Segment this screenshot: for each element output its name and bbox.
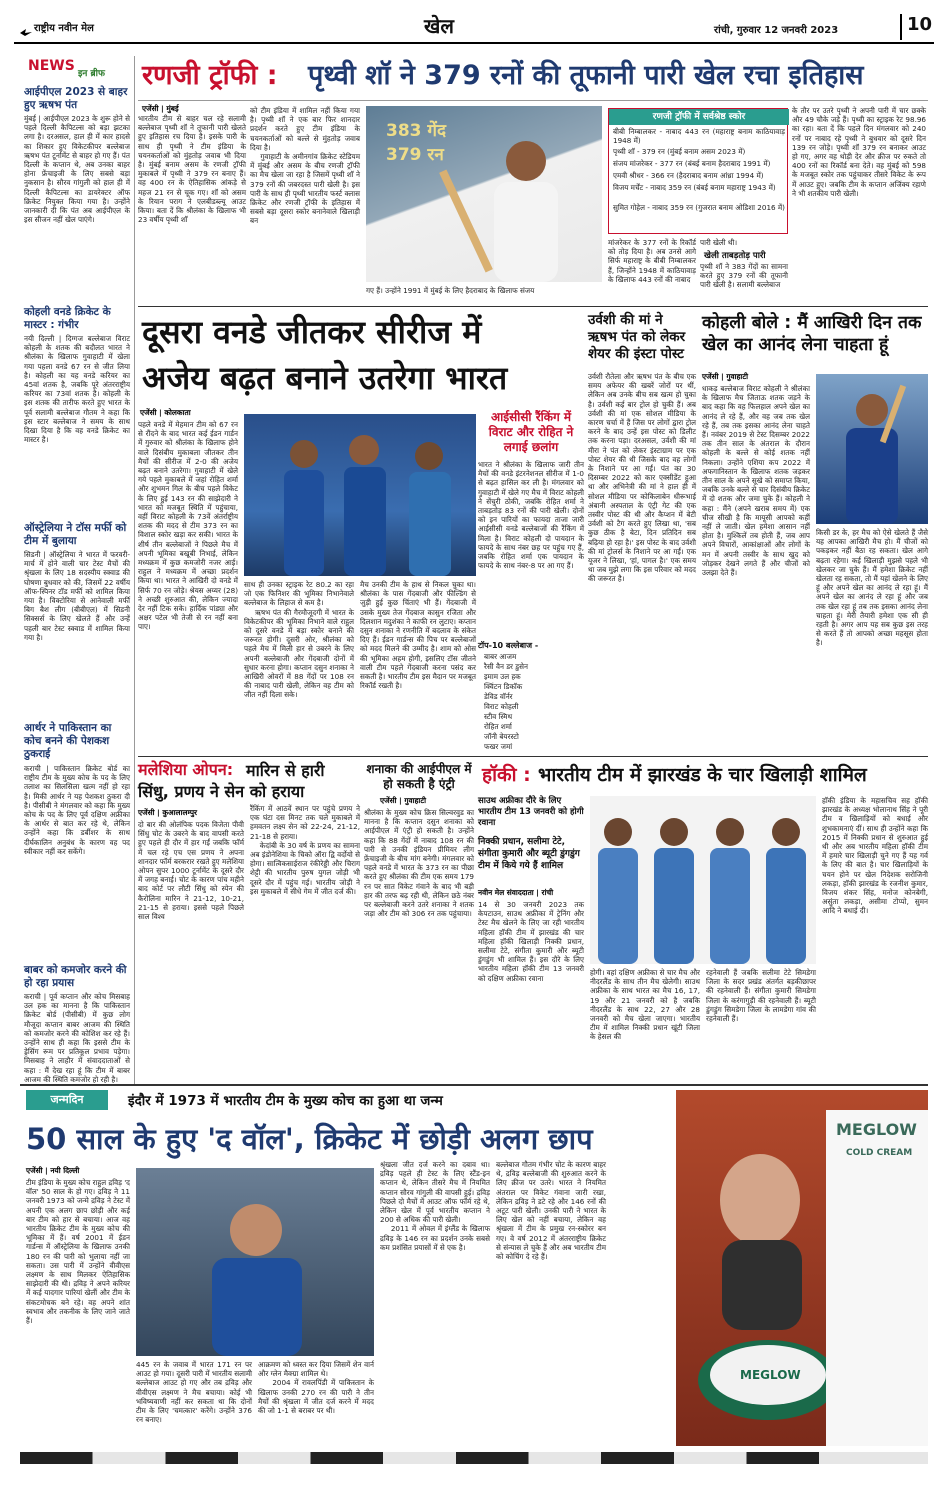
ad-product: COLD CREAM — [846, 1148, 913, 1158]
rahul-dravid-photo — [136, 1168, 374, 1356]
story-headline: शनाका की आईपीएल में हो सकती है एंट्री — [366, 762, 472, 791]
story-column: मांजरेकर के 377 रनों के रिकॉर्ड को तोड़ दिया है। अब उनसे आगे सिर्फ महाराष्ट्र के बीबी निम्बालकर हैं, जिन्होंने 1948 में काठियावाड़ के खिलाफ 443 रनों की नाबाद — [608, 238, 699, 284]
list-title: टॉप-10 बल्लेबाज - — [478, 641, 539, 650]
photo-stat-runs: 379 रन — [386, 145, 444, 165]
photo-stat-balls: 383 गेंद — [386, 121, 447, 141]
birthday-tag: जन्मदिन — [26, 1090, 108, 1110]
story-kicker-line: इंदौर में 1973 में भारतीय टीम के मुख्य कोच का हुआ था जन्म — [128, 1093, 443, 1109]
news-sublabel: इन ब्रीफ — [78, 69, 105, 79]
story-column: श्रृंखला जीत दर्ज करने का दबाव था। द्रविड़ पहले ही टेस्ट के लिए स्टैंड-इन कप्तान थे, लेकिन तीसरे मैच में नियमित कप्तान सौरव गांगुली की वापसी हुई। द्रविड़ पिछले दो मैचों में आउट ऑफ फॉर्म रहे थे, लेकिन खेल में पूर्व भारतीय कप्तान ने 200 से अधिक की पारी खेली। 2011 में ओवल में इंग्लैंड के खिलाफ द्रविड़ के 146 रन का प्रदर्शन उनके सबसे कम प्रशंसित प्रयासों में से एक है। — [380, 1160, 491, 1252]
story-headline: अजेय बढ़त बनाने उतरेगा भारत — [142, 359, 508, 397]
story-column: दो बार की ओलंपिक पदक विजेता पीवी सिंधु चोट के उबरने के बाद वापसी करते हुए पहले ही दौर में हार गईं जबकि फॉर्म में चल रहे एच एस प्रणय ने अपना शानदार फॉर्म बरकरार रखते हुए मलेशिया ओपन सुपर 1000 टूर्नामेंट के दूसरे दौर में जगह बनाई। चोट के कारण पांच महीने बाद कोर्ट पर लौटी सिंधु को स्पेन की कैरोलिना मारिन ने 21-12, 10-21, 21-15 से हराया। इससे पहले पिछले साल विश्व — [138, 820, 247, 922]
kohli-story — [702, 312, 931, 752]
story-column: बल्लेबाज गौतम गंभीर चोट के कारण बाहर थे, द्रविड़ बल्लेबाजी की शुरुआत करने के लिए क्रीज पर उतरे। भारत ने नियमित अंतराल पर विकेट गंवाना जारी रखा, लेकिन द्रविड़ ने डटे रहे और 146 रनों की अटूट पारी खेली। उनकी पारी ने भारत के लिए खेल को नहीं बचाया, लेकिन वह श्रृंखला में टीम के प्रमुख रन-स्कोरर बन गए। वे वर्ष 2012 में अंतरराष्ट्रीय क्रिकेट से संन्यास ले चुके हैं और अब भारतीय टीम को कोचिंग दे रहे हैं। — [496, 1160, 609, 1262]
meglow-cream-ad — [676, 1090, 928, 1446]
subheading: खेली ताबड़तोड़ पारी — [704, 251, 766, 261]
brief-title: आर्थर ने पाकिस्तान का कोच बनने की पेशकश ठुकराई — [24, 722, 112, 760]
prithvi-shaw-photo — [366, 106, 602, 282]
story-column: 14 से 30 जनवरी 2023 तक केपटाउन, साउथ अफ्रीका में ट्रेनिंग और टेस्ट मैच खेलने के लिए जा रही भारतीय महिला हॉकी टीम में झारखंड की चार महिला हॉकी खिलाड़ी निक्की प्रधान, सलीमा टेटे, संगीता कुमारी और ब्यूटी डुंगडुंग भी शामिल हैं। इस दौरे के लिए भारतीय महिला हॉकी टीम 13 जनवरी को दक्षिण अफ्रीका रवाना — [478, 900, 587, 983]
story-column: को टीम इंडिया में शामिल नहीं किया गया है। पृथ्वी शॉ ने एक बार फिर शानदार प्रदर्शन करते हुए टीम इंडिया के चयनकर्ताओं को बल्ले से मुंहतोड़ जवाब दिया है। गुवाहाटी के अमीनगांव क्रिकेट स्टेडियम में मुंबई और असम के बीच रणजी ट्रॉफी का मैच खेला जा रहा है जिसमें पृथ्वी शॉ ने 379 रनों की जबरदस्त पारी खेली है। इस पारी के साथ ही पृथ्वी भारतीय फर्स्ट क्लास क्रिकेट और रणजी ट्रॉफी के इतिहास में सबसे बड़ा दूसरा स्कोर बनानेवाले खिलाड़ी बन — [250, 106, 360, 226]
dravid-story — [20, 1090, 670, 1446]
story-column: के तौर पर उतरे पृथ्वी ने अपनी पारी में चार छक्के और 49 चौके जड़े हैं। पृथ्वी का स्ट्राइक रेट 98.96 का रहा। बता दें कि पहले दिन मंगलवार को 240 रनों पर नाबाद रहे पृथ्वी ने बुधवार को दूसरे दिन 139 रन जोड़े। पृथ्वी शॉ 379 रन बनाकर आउट हो गए, अगर वह थोड़ी देर और क्रीज पर रुकते तो 400 रनों का रिकॉर्ड बना देते। वह मुंबई को 598 के मजबूत स्कोर तक पहुंचाकर तीसरे विकेट के रूप में आउट हुए। जबकि टीम के कप्तान अजिंक्य रहाणे ने भी शतकीय पारी खेली। — [792, 106, 929, 198]
list-item: क्विंटन डिकॉक — [484, 682, 523, 691]
story-headline: उर्वशी की मां ने ऋषभ पंत को लेकर शेयर की इंस्टा पोस्ट — [588, 312, 686, 362]
box-list-item: विजय मर्चेंट - नाबाद 359 रन (बंबई बनाम महाराष्ट्र 1943 में) — [613, 183, 776, 192]
byline: नवीन मेल संवाददाता | रांची — [478, 888, 554, 897]
top-ten-list — [478, 652, 584, 752]
byline: एजेंसी | गुवाहाटी — [380, 796, 426, 805]
section-rule — [138, 306, 928, 307]
list-item: डेविड वॉर्नर — [484, 692, 513, 701]
story-column: किसी डर के, हर मैच को ऐसे खेलते हैं जैसे यह आपका आखिरी मैच हो। मैं चीजों को पकड़कर नहीं बैठा रह सकता। खेल आगे बढ़ता रहेगा। कई खिलाड़ी मुझसे पहले भी खेलकर जा चुके हैं। मैं हमेशा क्रिकेट नहीं खेलता रह सकता, तो मैं यहां खेलने के लिए हूं और अपने खेल का आनंद ले रहा हूं। मैं अपने खेल का आनंद ले रहा हूं और जब तक खेल रहा हूं तब तक इसका आनंद लेना चाहता हूं। मेरी तैयारी हमेशा एक सी ही रहती है। अगर आप यह सब कुछ इस तरह से करते हैं तो आपको अच्छा महसूस होता है। — [816, 528, 931, 648]
story-kicker: रणजी ट्रॉफी : — [142, 60, 278, 91]
brief-body: मुंबई | आईपीएल 2023 के शुरू होने से पहले दिल्ली कैपिटल्स को बड़ा झटका लगा है। दरअसल, हाल ही में कार हादसे का शिकार हुए विकेटकीपर बल्लेबाज ऋषभ पंत टूर्नामेंट से बाहर हो गए हैं। पंत दिल्ली के कप्तान थे, अब उनका बाहर होना फ्रेंचाइजी के लिए सबसे बड़ा नुकसान है। सौरव गांगुली को हाल ही में दिल्ली कैपिटल्स का डायरेक्टर ऑफ क्रिकेट नियुक्त किया गया है। उन्होंने जानकारी दी कि पंत अब आईपीएल के इस सीजन नहीं खेल पाएंगे। — [24, 114, 133, 225]
story-column: पहले वनडे में मेहमान टीम को 67 रन से रौंदने के बाद भारत कई ईडन गार्डन में गुरुवार को श्रीलंका के खिलाफ होने वाले दिसंबीय मुकाबला जीतकर तीन मैचों की सीरीज में 2-0 की अजेय बढ़त बनाने उतरेगा। गुवाहाटी में खेले गये पहले मुकाबले में जहां रोहित शर्मा और शुभमन गिल के बीच पहले विकेट के लिए हुई 143 रन की साझेदारी ने भारत को मजबूत स्थिति में पहुंचाया, वहीं विराट कोहली के 73वें अंतर्राष्ट्रीय शतक की मदद से टीम 373 रन का विशाल स्कोर खड़ा कर सकी। भारत के शीर्ष तीन बल्लेबाजों ने पिछले मैच में अपनी भूमिका बखूबी निभाई, लेकिन मध्यक्रम में कुछ कमजोरी नजर आई। राहुल ने मध्यक्रम में अच्छा प्रदर्शन किया था। भारत ने आखिरी दो वनडे में सिर्फ 70 रन जोड़े। श्रेयस अय्यर (28) ने अच्छी शुरुआत की, लेकिन ज्यादा देर नहीं टिक सके। हार्दिक पांड्या और अक्षर पटेल भी तेजी से रन नहीं बना पाए। — [138, 420, 241, 632]
brief-body: कराची | पूर्व कप्तान और कोच मिसबाह उल हक का मानना है कि पाकिस्तान क्रिकेट बोर्ड (पीसीबी) में कुछ लोग मौजूदा कप्तान बाबर आजम की स्थिति को कमजोर करने की कोशिश कर रहे हैं। उन्होंने साथ ही कहा कि इससे टीम के ड्रेसिंग रूम पर प्रतिकूल प्रभाव पड़ेगा। मिसबाह ने लाहौर में संवाददाताओं से कहा : मैं देख रहा हूं कि टीम में बाबर आजम की स्थिति कमजोर हो रही है। — [24, 992, 133, 1084]
story-column: धाकड़ बल्लेबाज विराट कोहली ने श्रीलंका के खिलाफ मैच जिताऊ शतक जड़ने के बाद कहा कि वह फिलहाल अपने खेल का आनंद ले रहे हैं, और वह जब तक खेल रहे हैं, तब तक इसका आनंद लेना चाहते हैं। नवंबर 2019 से टेस्ट दिसम्बर 2022 तक तीन साल के अंतराल के दौरान कोहली के बल्ले से कोई शतक नहीं निकला। उन्होंने एशिया कप 2022 में अफगानिस्तान के खिलाफ शतक जड़कर तीन साल के अपने सूखे को समाप्त किया, जबकि उनके बल्ले से चार दिसंबीय क्रिकेट में दो शतक और जमा चुके हैं। कोहली ने कहा : मैंने (अपने खराब समय में) एक चीज सीखी है कि मायूसी आपको कहीं नहीं ले जाती। खेल हमेशा आसान नहीं होता है। मुश्किलें तब होती हैं, जब आप अपने विचारों, आकांक्षाओं और लोगों के मन में अपनी तस्वीर के साथ खुद को जोड़कर देखने लगते हैं और चीजों को उलझा देते हैं। — [702, 384, 813, 578]
story-kicker: मलेशिया ओपन: — [138, 760, 234, 779]
issue-date: रांची, गुरुवार 12 जनवरी 2023 — [714, 25, 839, 36]
list-item: रैसी वैन डर डुसेन — [484, 662, 528, 671]
story-column: होगी। वहां दक्षिण अफ्रीका से चार मैच और नीदरलैंड के साथ तीन मैच खेलेगी। साउथ अफ्रीका के साथ भारत का मैच 16, 17, 19 और 21 जनवरी को है जबकि नीदरलैंड के साथ 22, 27 और 28 जनवरी को मैच खेला जाएगा। भारतीय टीम में शामिल निक्की प्रधान खूंटी जिला के हेसल की — [590, 968, 703, 1042]
section-rule — [20, 1084, 928, 1086]
story-kicker: हॉकी : — [482, 764, 531, 786]
jar-label: MEGLOW — [740, 1368, 801, 1382]
brief-body: कराची | पाकिस्तान क्रिकेट बोर्ड का राष्ट्रीय टीम के मुख्य कोच के पद के लिए तलाश का सिलसिला खत्म नहीं हो रहा है। मिकी आर्थर ने यह पेशकश ठुकरा दी है। पीसीबी ने मंगलवार को कहा कि मुख्य कोच के पद के लिए पूर्व दक्षिण अफ्रीका के आर्थर से बात कर रहे थे, लेकिन उन्होंने कहा कि डर्बीशर के साथ दीर्घकालिन अनुबंध के कारण वह पद स्वीकार नहीं कर सकेंगे। — [24, 764, 133, 856]
story-deck: निक्की प्रधान, सलीमा टेटे, संगीता कुमारी और ब्यूटी डुंगडुंग टीम में किये गये हैं शामिल — [478, 837, 580, 871]
byline: एजेंसी | मुंबई — [142, 104, 179, 113]
story-column: आक्रमण को ध्वस्त कर दिया जिसमें शेन वार्न और ग्लेन मैक्ग्रा शामिल थे। 2004 में रावलपिंडी में पाकिस्तान के खिलाफ उनकी 270 रन की पारी ने तीन मैचों की श्रृंखला में जीत दर्ज करने में मदद की जो 1-1 से बराबर पर थी। — [258, 1360, 374, 1416]
newspaper-logo: राष्ट्रीय नवीन मेल — [34, 23, 94, 34]
story-column: पारी खेली थी। — [700, 238, 738, 247]
news-label: NEWS — [28, 58, 75, 74]
list-item: जॉनी बेयरस्टो — [484, 732, 519, 741]
icc-rankings-story — [478, 410, 587, 754]
print-registration-strip — [20, 1452, 928, 1464]
best-scores-box — [608, 108, 788, 234]
box-list-item: संजय मांजरेकर - 377 रन (बंबई बनाम हैदराबाद 1991 में) — [613, 159, 771, 168]
hockey-story — [478, 762, 931, 1072]
byline: एजेंसी | कुआलालम्पुर — [138, 808, 198, 817]
story-column: रैंकिंग में आठवें स्थान पर पहुंचे प्रणय ने एक घंटा दस मिनट तक चले मुकाबले में हमवतन लक्ष्य सेन को 22-24, 21-12, 21-18 से हराया। केदांबी के 30 वर्ष के प्रणय का सामना अब इंडोनेशिया के चिको ऑरा द्वि वर्दोयो से होगा। सात्विकसाईराज रंकीरेड्डी और चिराग शेट्टी की भारतीय पुरुष युगल जोड़ी भी दूसरे दौर में पहुंच गई। भारतीय जोड़ी ने इस मुकाबले में सीधे गेम में जीत दर्ज की। — [250, 804, 361, 896]
box-title: रणजी ट्रॉफी में सर्वश्रेष्ठ स्कोर — [609, 109, 789, 125]
page-number: 10 — [907, 14, 933, 35]
list-item: इमाम उल हक — [484, 672, 521, 681]
story-headline: पृथ्वी शॉ ने 379 रनों की तूफानी पारी खेल रचा इतिहास — [308, 60, 864, 91]
story-column: टीम इंडिया के मुख्य कोच राहुल द्रविड़ 'द वॉल' 50 साल के हो गए। द्रविड़ ने 11 जनवरी 1973 को जन्मे द्रविड़ ने टेस्ट में अपनी एक अलग छाप छोड़ी और कई बार टीम को हार से बचाया। आज वह भारतीय क्रिकेट टीम के मुख्य कोच की भूमिका में हैं। वर्ष 2001 में ईडन गार्डन्स में ऑस्ट्रेलिया के खिलाफ उनकी 180 रन की पारी को भुलाया नहीं जा सकता। उस पारी में उन्होंने वीवीएस लक्ष्मण के साथ मिलकर ऐतिहासिक साझेदारी की थी। द्रविड़ ने अपने करियर में कई यादगार पारियां खेलीं और टीम के संकटमोचक बने रहे। वह अपने शांत स्वभाव और तकनीक के लिए जाने जाते हैं। — [26, 1178, 133, 1326]
story-headline: आईसीसी रैंकिंग में विराट और रोहित ने लगाई छलांग — [488, 410, 574, 454]
virat-kohli-photo — [816, 374, 928, 524]
brief-title: ऑस्ट्रेलिया ने टॉस मर्फी को टीम में बुलाया — [24, 522, 127, 547]
hockey-players-photo — [590, 796, 816, 964]
brief-body: नयी दिल्ली | दिग्गज बल्लेबाज विराट कोहली के शतक की बदौलत भारत ने श्रीलंका के खिलाफ गुवाहाटी में खेला गया पहला वनडे 67 रन से जीत लिया है। कोहली का यह वनडे करियर का 45वां शतक है, जबकि पूरे अंतरराष्ट्रीय करियर का 73वां शतक है। कोहली के इस शतक की तारीफ करते हुए भारत के पूर्व सलामी बल्लेबाज गौतम ने कहा कि इस स्टार बल्लेबाज ने समय के साथ दिखा दिया है कि वह वनडे क्रिकेट का मास्टर है। — [24, 334, 133, 445]
story-headline: कोहली बोले : मैं आखिरी दिन तक खेल का आनंद लेना चाहता हूं — [702, 313, 922, 355]
header-divider — [900, 14, 902, 40]
brief-title: बाबर को कमजोर करने की हो रहा प्रयास — [24, 964, 127, 989]
urvashi-story — [588, 312, 699, 752]
shanaka-story — [364, 762, 477, 1070]
story-deck: साउथ अफ्रीका दौरे के लिए भारतीय टीम 13 जनवरी को होगी रवाना — [478, 796, 584, 828]
list-item: रोहित शर्मा — [484, 722, 512, 731]
section-title: खेल — [424, 14, 454, 38]
story-column: मैच उनकी टीम के हाथ से निकल चुका था। श्रीलंका के पास गेंदबाजी और फील्डिंग से जुड़ी हुई कुछ चिंताएं भी हैं। गेंदबाजी में उसके मुख्य तेज गेंदबाज कासुन रजिता और दिलशान मदुशंका ने काफी रन लुटाए। कप्तान दसुन शनाका ने रणनीति में बदलाव के संकेत दिए हैं। ईडन गार्डन्स की पिच पर बल्लेबाजों को मदद मिलने की उम्मीद है। शाम को ओस की भूमिका अहम होगी, इसलिए टॉस जीतने वाली टीम पहले गेंदबाजी करना पसंद कर सकती है। भारतीय टीम इस मैदान पर मजबूत रिकॉर्ड रखती है। — [360, 580, 479, 691]
story-body: उर्वशी रौतेला और ऋषभ पंत के बीच एक समय अफेयर की खबरें जोरों पर थीं, लेकिन अब उनके बीच सब खत्म हो चुका है। उर्वशी कई बार ट्रोल हो चुकी हैं। अब उर्वशी की मां एक सोशल मीडिया के कारण चर्चा में हैं जिस पर लोगों द्वारा ट्रोल करने के बाद उन्हें इस पोस्ट को डिलीट तक करना पड़ा। दरअसल, उर्वशी की मां मीरा ने पंत को लेकर इंस्टाग्राम पर एक पोस्ट शेयर की थी जिसके बाद वह लोगों के निशाने पर आ गईं। पंत का 30 दिसम्बर 2022 को कार एक्सीडेंट हुआ था और अभिनेत्री की मां ने हाल ही में सोशल मीडिया पर कोकिलाबेन धीरूभाई अंबानी अस्पताल के एंट्री गेट की एक तस्वीर पोस्ट की थी और कैप्शन में बेटी उर्वशी को टैग करते हुए लिखा था, 'सब कुछ ठीक है बेटा, दिन प्रतिदिन सब बढ़िया हो रहा है।' इस पोस्ट के बाद उर्वशी की मां ट्रोलर्स के निशाने पर आ गईं। एक यूजर ने लिखा, 'हां, पागल है।' एक समय था जब मुझे लगा कि इस परिवार को मदद की जरूरत है। — [588, 372, 699, 584]
brief-title: कोहली वनडे क्रिकेट के मास्टर : गंभीर — [24, 306, 111, 331]
list-item: बाबर आजम — [484, 652, 517, 661]
byline: एजेंसी | कोलकाता — [140, 408, 191, 417]
masthead — [14, 8, 934, 44]
story-column: भारतीय टीम से बाहर चल रहे सलामी बल्लेबाज पृथ्वी शॉ ने तूफानी पारी खेलते हुए इतिहास रच दिया है। इसके पारी के साथ ही पृथ्वी ने टीम इंडिया के चयनकर्ताओं को मुंहतोड़ जवाब भी दिया है। मुंबई बनाम असम के रणजी ट्रॉफी मुकाबले में पृथ्वी ने 379 रन बनाए हैं। वह 400 रन के ऐतिहासिक आंकड़े से महज 21 रन से चूक गए। शॉ को असम के रियान पराग ने एलबीडब्ल्यू आउट किया। बता दें कि श्रीलंका के खिलाफ भी 23 वर्षीय पृथ्वी शॉ — [138, 114, 249, 225]
ranji-story — [138, 56, 928, 306]
story-column: पृथ्वी शॉ ने 383 गेंदों का सामना करते हुए 379 रनों की तूफानी पारी खेली है। सलामी बल्लेबाज — [700, 262, 791, 290]
box-list-item: पृथ्वी शॉ - 379 रन (मुंबई बनाम असम 2023 में) — [613, 147, 746, 156]
story-column: रहनेवाली हैं जबकि सलीमा टेटे सिमडेगा जिला के सदर प्रखंड अंतर्गत बड़कीछापर की रहनेवाली हैं। संगीता कुमारी सिमडेगा जिला के करंगागुड़ी की रहनेवाली हैं। ब्यूटी डुंगडुंग सिमडेगा जिला के लामडेगा गांव की रहनेवाली हैं। — [706, 968, 819, 1024]
story-body: भारत ने श्रीलंका के खिलाफ जारी तीन मैचों की वनडे इंटरनेशनल सीरीज में 1-0 से बढ़त हासिल कर ली है। मंगलवार को गुवाहाटी में खेले गए मैच में विराट कोहली ने सेंचुरी ठोकी, जबकि रोहित शर्मा ने ताबड़तोड़ 83 रनों की पारी खेली। दोनों को इन पारियों का फायदा ताजा जारी आईसीसी वनडे बल्लेबाजों की रैंकिंग में मिला है। विराट कोहली दो पायदान के फायदे के साथ नंबर छह पर पहुंच गए हैं, जबकि रोहित शर्मा एक पायदान के फायदे के साथ नंबर-8 पर आ गए हैं। — [478, 460, 587, 571]
box-list-item: सुमित गोहेल - नाबाद 359 रन (गुजरात बनाम ओडिशा 2016 में) — [613, 203, 785, 212]
headline-rule — [138, 100, 928, 101]
story-column: गए हैं। उन्होंने 1991 में मुंबई के लिए हैदराबाद के खिलाफ संजय — [366, 286, 535, 295]
sidebar-divider — [134, 56, 135, 1086]
story-headline: मारिन से हारी सिंधु, प्रणय ने सेन को हराया — [138, 761, 325, 801]
byline: एजेंसी | नयी दिल्ली — [26, 1166, 80, 1175]
malaysia-open-story — [138, 760, 360, 1070]
story-column: 445 रन के जवाब में भारत 171 रन पर आउट हो गया। दूसरी पारी में भारतीय सलामी बल्लेबाज आउट हो गए और तब द्रविड़ और वीवीएस लक्ष्मण ने मैच बचाया। कोई भी भविष्यवाणी नहीं कर सकता था कि दोनों टीम के लिए 'चमत्कार' करेंगे। उन्होंने 376 रन बनाए। — [136, 1360, 255, 1425]
brief-body: सिडनी | ऑस्ट्रेलिया ने भारत में फरवरी-मार्च में होने वाली चार टेस्ट मैचों की श्रृंखला के लिए 18 सदस्यीय स्क्वाड की घोषणा बुधवार को की, जिसमें 22 वर्षीय ऑफ-स्पिनर टॉड मर्फी को शामिल किया गया है। विक्टोरिया से आनेवाली मर्फी बिग बैश लीग (बीबीएल) में सिडनी सिक्सर्स के लिए खेलते हैं और उन्हें पहली बार टेस्ट स्क्वाड में शामिल किया गया है। — [24, 550, 133, 642]
bird-logo-icon — [20, 22, 32, 30]
story-column: हॉकी इंडिया के महासचिव सह हॉकी झारखंड के अध्यक्ष भोलानाथ सिंह ने पूरी टीम व खिलाड़ियों को बधाई और शुभकामनाएं दीं। साथ ही उन्होंने कहा कि 2015 में निक्की प्रधान से शुरुआत हुई थी और अब भारतीय महिला हॉकी टीम में हमारे चार खिलाड़ी चुने गए हैं यह गर्व के लिए की बात है। चार खिलाड़ियों के चयन होने पर खेल निदेशक सरोजिनी लकड़ा, हॉकी झारखंड के रजनीश कुमार, विजय शंकर सिंह, मनोज कोनबेगी, असुंता लकड़ा, असीमा टोप्पो, सुमन आदि ने बधाई दी। — [822, 796, 931, 916]
india-team-celebration-photo — [244, 414, 476, 576]
story-body: श्रीलंका के मुख्य कोच क्रिस सिल्वरवुड का मानना है कि कप्तान दसुन शनाका को आईपीएल में एंट्री हो सकती है। उन्होंने कहा कि 88 गेंदों में नाबाद 108 रन की पारी से उनकी इंडियन प्रीमियर लीग फ्रेंचाइजी के बीच मांग बनेगी। मंगलवार को पहले वनडे में भारत के 373 रन का पीछा करते हुए श्रीलंका की टीम एक समय 179 रन पर सात विकेट गंवाने के बाद भी बड़ी हार की तरफ बढ़ रही थी, लेकिन छठे नंबर पर बल्लेबाजी करने उतरे शनाका ने शतक जड़ा और टीम को 306 रन तक पहुंचाया। — [364, 808, 477, 919]
list-item: फखर जमां — [484, 742, 513, 751]
box-list-item: बीबी निम्बालकर - नाबाद 443 रन (महाराष्ट्र बनाम काठियावाड़ 1948 में) — [613, 127, 788, 146]
box-list-item: एमवी श्रीधर - 366 रन (हैदराबाद बनाम आंध्रा 1994 में) — [613, 171, 764, 180]
story-headline: दूसरा वनडे जीतकर सीरीज में — [142, 313, 482, 351]
story-column: साथ ही उनका स्ट्राइक रेट 80.2 का रहा जो एक फिनिशर की भूमिका निभानेवाले बल्लेबाज के लिहाज से कम है। ऋषभ पंत की गैरमौजूदगी में भारत के विकेटकीपर की भूमिका निभाने वाले राहुल को दूसरे वनडे में बड़ा स्कोर बनाने की जरूरत होगी। दूसरी ओर, श्रीलंका को पहले मैच में मिली हार से उबरने के लिए अपनी बल्लेबाजी और गेंदबाजी दोनों में सुधार करना होगा। कप्तान दसुन शनाका ने आखिरी ओवरों में 88 गेंदों पर 108 रन की नाबाद पारी खेली, लेकिन वह टीम को जीत नहीं दिला सके। — [244, 580, 355, 700]
ad-brand: MEGLOW — [836, 1120, 917, 1139]
list-item: विराट कोहली — [484, 702, 519, 711]
byline: एजेंसी | गुवाहाटी — [702, 372, 748, 381]
list-item: स्टीव स्मिथ — [484, 712, 513, 721]
story-headline: भारतीय टीम में झारखंड के चार खिलाड़ी शामिल — [538, 764, 867, 786]
story-headline: 50 साल के हुए 'द वॉल', क्रिकेट में छोड़ी अलग छाप — [26, 1122, 593, 1156]
brief-title: आईपीएल 2023 से बाहर हुए ऋषभ पंत — [24, 86, 128, 111]
section-rule — [138, 756, 928, 757]
